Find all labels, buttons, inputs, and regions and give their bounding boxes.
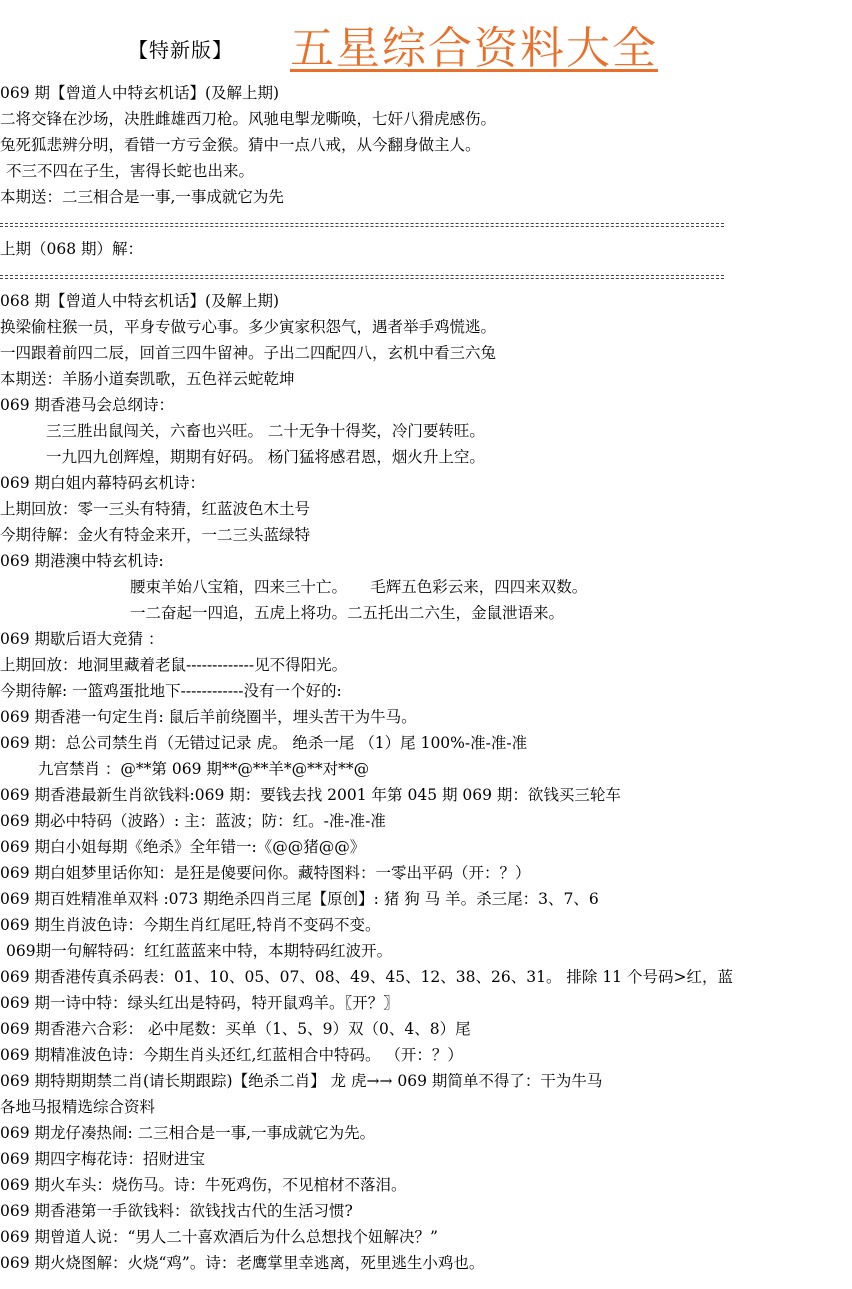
text-line: 069 期香港马会总纲诗：	[0, 396, 175, 414]
text-line: 069 期百姓精准单双料 :073 期绝杀四肖三尾【原创】: 猪 狗 马 羊。杀三尾：3、7、6	[0, 890, 599, 908]
text-line: 九宫禁肖 ：@**第 069 期**@**羊*@**对**@	[38, 760, 370, 778]
text-line: 069 期香港一句定生肖: 鼠后羊前绕圈半，埋头苦干为牛马。	[0, 708, 417, 726]
text-line: 三三胜出鼠闯关，六畜也兴旺。 二十无争十得奖，冷门要转旺。	[46, 422, 485, 440]
text-line: 069 期歇后语大竞猜 ：	[0, 630, 164, 648]
text-line: 069 期香港传真杀码表：01、10、05、07、08、49、45、12、38、26、31。 排除 11 个号码>红，蓝	[0, 968, 733, 986]
text-line: 腰束羊始八宝箱，四来三十亡。 毛辉五色彩云来，四四来双数。	[130, 578, 588, 596]
text-line: 069 期【曾道人中特玄机话】(及解上期)	[0, 84, 280, 102]
text-line: 一二奋起一四追，五虎上将功。二五托出二六生，金鼠泄语来。	[130, 604, 565, 622]
text-line: 069 期生肖波色诗：今期生肖红尾旺,特肖不变码不变。	[0, 916, 381, 934]
separator-line	[0, 210, 852, 236]
text-line: 一九四九创辉煌，期期有好码。 杨门猛将感君恩，烟火升上空。	[46, 448, 485, 466]
edition-label: 【特新版】	[128, 38, 233, 62]
text-line: 068 期【曾道人中特玄机话】(及解上期)	[0, 292, 280, 310]
text-line: 069 期香港最新生肖欲钱料:069 期：要钱去找 2001 年第 045 期 069 期：欲钱买三轮车	[0, 786, 621, 804]
text-line: 069 期白姐内幕特码玄机诗：	[0, 474, 206, 492]
text-line: 今期待解: 一篮鸡蛋批地下------------没有一个好的:	[0, 682, 342, 700]
text-line: 上期回放：零一三头有特猜，红蓝波色木土号	[0, 500, 311, 518]
text-line: 不三不四在子生，害得长蛇也出来。	[6, 162, 255, 180]
text-line: 069 期精准波色诗：今期生肖头还红,红蓝相合中特码。 （开：？）	[0, 1046, 463, 1064]
text-line: 069 期龙仔凑热闹: 二三相合是一事,一事成就它为先。	[0, 1124, 376, 1142]
text-line: 069 期曾道人说：“男人二十喜欢酒后为什么总想找个妞解决？”	[0, 1228, 438, 1246]
text-line: 今期待解：金火有特金来开，一二三头蓝绿特	[0, 526, 311, 544]
text-line: 069 期特期期禁二肖(请长期跟踪)【绝杀二肖】 龙 虎→→ 069 期简单不得了：干为牛马	[0, 1072, 603, 1090]
text-line: 二将交锋在沙场，决胜雌雄西刀枪。风驰电掣龙嘶唤，七奸八猾虎感伤。	[0, 110, 497, 128]
text-line: 069 期必中特码（波路）: 主：蓝波；防：红。-准-准-准	[0, 812, 386, 830]
text-line: 069 期白姐梦里话你知：是狂是傻要问你。藏特图料：一零出平码（开：？）	[0, 864, 531, 882]
text-line: 069 期四字梅花诗：招财进宝	[0, 1150, 206, 1168]
text-line: 本期送：羊肠小道奏凯歌，五色祥云蛇乾坤	[0, 370, 295, 388]
text-line: 069 期一诗中特：绿头红出是特码，特开鼠鸡羊。〖开？〗	[0, 994, 399, 1012]
separator-line	[0, 262, 852, 288]
page-header	[0, 0, 852, 80]
text-line: 兔死狐悲辨分明，看错一方亏金猴。猜中一点八戒，从今翻身做主人。	[0, 136, 481, 154]
text-line: 本期送：二三相合是一事,一事成就它为先	[0, 188, 284, 206]
page-title: 五星综合资料大全	[290, 23, 658, 74]
text-line: 069 期港澳中特玄机诗:	[0, 552, 164, 570]
text-line: 上期回放：地洞里藏着老鼠-------------见不得阳光。	[0, 656, 348, 674]
text-line: 069 期白小姐每期《绝杀》全年错一:《@@猪@@》	[0, 838, 366, 856]
text-line: 069 期香港第一手欲钱料：欲钱找古代的生活习惯?	[0, 1202, 353, 1220]
text-line: 一四跟着前四二辰，回首三四牛留神。子出二四配四八，玄机中看三六兔	[0, 344, 497, 362]
document-body	[0, 80, 852, 1276]
text-line: 069 期香港六合彩： 必中尾数：买单（1、5、9）双（0、4、8）尾	[0, 1020, 471, 1038]
text-line: 各地马报精选综合资料	[0, 1098, 156, 1116]
text-line: 069 期火烧图解：火烧“鸡”。诗：老鹰掌里幸逃离，死里逃生小鸡也。	[0, 1254, 485, 1272]
text-line: 换梁偷柱猴一员，平身专做亏心事。多少寅家积怨气，遇者举手鸡慌逃。	[0, 318, 497, 336]
text-line: 069期一句解特码：红红蓝蓝来中特，本期特码红波开。	[6, 942, 393, 960]
text-line: 069 期：总公司禁生肖（无错过记录 虎。 绝杀一尾 （1）尾 100%-准-准-准	[0, 734, 528, 752]
text-line: 069 期火车头：烧伤马。诗：牛死鸡伤，不见棺材不落泪。	[0, 1176, 407, 1194]
text-line: 上期（068 期）解：	[0, 240, 144, 258]
